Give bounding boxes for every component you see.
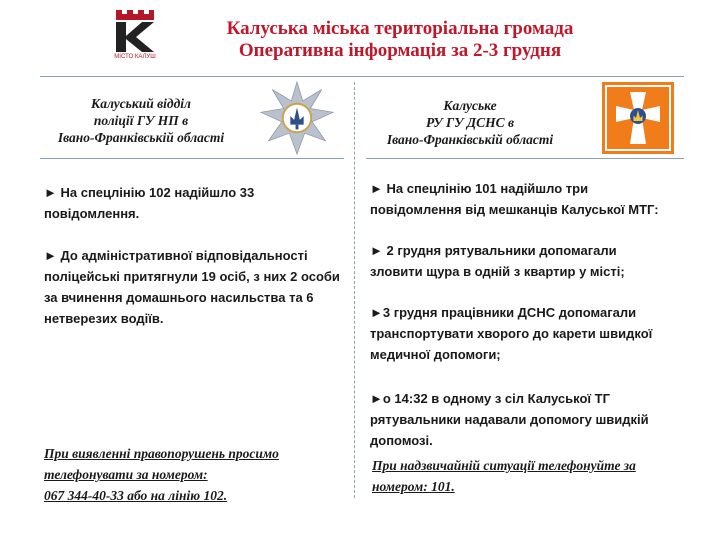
police-contact-info: При виявленні правопорушень просимо телефонувати за номером: 067 344-40-33 або на лінію 102. xyxy=(44,446,279,503)
dsns-report-item: ►о 14:32 в одному з сіл Калуської ТГ рятувальники надавали допомогу швидкій допомозі. xyxy=(370,391,649,448)
dsns-report-item: ►3 грудня працівники ДСНС допомагали транспортувати хворого до карети швидкої медичної допомоги; xyxy=(370,305,653,362)
dsns-contact-info: При надзвичайній ситуації телефонуйте за номером: 101. xyxy=(372,458,636,494)
dsns-report-item: ► На спецлінію 101 надійшло три повідомлення від мешканців Калуської МТГ: xyxy=(370,181,659,217)
column-divider xyxy=(354,82,355,498)
kalush-logo xyxy=(112,6,158,70)
police-report-item: ► На спецлінію 102 надійшло 33 повідомлення. xyxy=(44,185,255,221)
police-department-title: Калуський відділ поліції ГУ НП в Івано-Франківській області xyxy=(57,96,225,145)
header-divider xyxy=(40,76,684,77)
dsns-report-item: ► 2 грудня рятувальники допомагали зловити щура в одній з квартир у місті; xyxy=(370,243,625,279)
dsns-divider xyxy=(366,158,684,159)
header-subtitle: Оперативна інформація за 2-3 грудня xyxy=(238,40,562,61)
dsns-department-title: Калуське РУ ГУ ДСНС в Івано-Франківській області xyxy=(386,98,554,147)
police-divider xyxy=(40,158,344,159)
header-title: Калуська міська територіальна громада xyxy=(226,18,574,39)
police-star-badge xyxy=(258,80,336,156)
logo-caption: МІСТО КАЛУШ xyxy=(114,54,156,60)
dsns-emblem xyxy=(602,82,674,154)
police-report-item: ► До адміністративної відповідальності поліцейські притягнули 19 осіб, з них 2 особи за вчинення домашнього насильства та 6 нетверезих водіїв. xyxy=(44,248,340,326)
